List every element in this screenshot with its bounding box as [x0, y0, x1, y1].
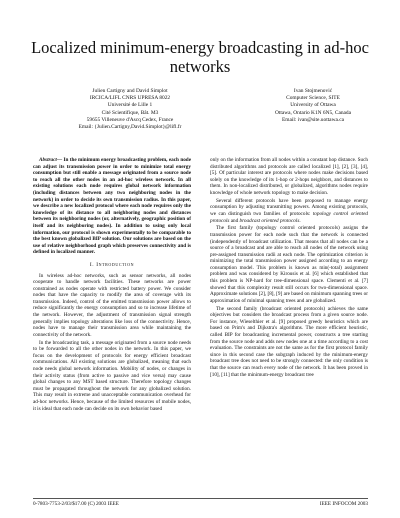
- footer-rule: [33, 498, 368, 499]
- author-line: Julien Cartigny and David Simplot: [92, 88, 168, 94]
- paragraph-text: and: [229, 217, 240, 224]
- author-email[interactable]: Email: {Julien.Cartigny,David.Simplot}@lifl.fr: [78, 124, 182, 131]
- abstract-text: — In the minimum energy broadcasting problem, each node can adjust its transmission power in order to minimize total energy consumption but still enable a message originated from a source node to reach all the other nodes in an ad-hoc wireless network. In all existing solutions each node requires global network information (including distances between any two neighboring nodes in the network) in order to decide its own transmission radius. In this paper, we describe a new localized protocol where each node requires only the knowledge of its distance to all neighboring nodes and distances between its neighboring nodes (or, alternatively, geographic position of itself and its neighboring nodes). In addition to using only local information, our protocol is shown experimentally to be comparable to the best known globalized BIP solution. Our solutions are based on the use of relative neighborhood graph which preserves connectivity and is defined in localized manner.: [33, 157, 191, 256]
- paragraph: [210, 306, 368, 379]
- paragraph: [210, 225, 368, 304]
- emphasized-term: broadcast oriented protocols: [239, 217, 300, 224]
- paper-title: Localized minimum-energy broadcasting in ad-hoc networks: [31, 38, 369, 76]
- paragraph-text: The second family (broadcast oriented protocols) achieves the same objectives but considers the broadcast process from a given source node. For instance, Wieselthier et al. [9] proposed greedy heuristics which are based on Prim's and Dijkstra's algorithms. The more efficient heuristic, called BIP for broadcasting incremental power, constructs a tree starting from the source node and adds new nodes one at a time according to a cost evaluation. The constraints are not the same as for the first protocol family since in this second case the subgraph induced by the minimum-energy broadcast tree does not need to be strongly connected: the only condition is that the source can reach every node of the network. It has been proved in [10], [11] that the minimum-energy broadcast tree: [210, 305, 368, 378]
- author-line: IRCICA/LIFL CNRS UPRESA 8022: [89, 95, 171, 102]
- abstract-label: Abstract: [39, 157, 57, 163]
- paragraph-text: The first family (topology control oriented protocols) assigns the transmission power for each node such that the network is connected (independently of broadcast utilization. That means that all nodes can be a source of a broadcast and are able to reach all nodes of the network using pre-assigned transmission radii at each node. The optimization criterion is minimizing the total transmission power assigned according to an energy consumption model. This problem is known as min(-total) assignment problem and was considered by Kirousis et al. [6] which established that this problem is NP-hard for tree-dimensional space. Clementi et al. [7] showed that this complexity result still occurs for two-dimensional space. Approximate solutions [2], [8], [9] are based on minimum spanning trees or approximation of minimal spanning trees and are globalized.: [210, 225, 368, 304]
- paragraph: In the broadcasting task, a message originated from a source node needs to be forwarded to all the other nodes in the network. In this paper, we focus on the development of protocols for energy efficient broadcast communications. All existing solutions are globalized, meaning that each node needs global network information. Mobility of nodes, or changes in their activity status (from active to passive and vice versa) may cause global changes to any MST based structure. Therefore topology changes must be propagated throughout the network for any globalized solution. This may result in extreme and unacceptable communication overhead for ad-hoc networks. Hence, because of the limited resources of mobile nodes, it is ideal that each node can decide on its own behavior based: [33, 339, 191, 412]
- author-line: Computer Science, SITE: [286, 95, 340, 102]
- paragraph-text: .: [299, 217, 301, 224]
- emphasized-term: topology control oriented protocols: [210, 210, 368, 224]
- paragraph: [210, 157, 368, 197]
- abstract: [33, 157, 191, 256]
- footer-conference: IEEE INFOCOM 2003: [319, 501, 368, 507]
- right-column: [210, 157, 368, 379]
- author-block-2: [238, 88, 388, 124]
- author-line: Cité Scientifique, Bât. M3: [101, 109, 159, 116]
- left-column: [33, 157, 191, 413]
- author-block-1: [20, 88, 240, 131]
- footer-copyright: 0-7803-7753-2/03/$17.00 (C) 2003 IEEE: [33, 501, 119, 507]
- paragraph-text: only on the information from all nodes within a constant hop distance. Such distributed algorithms and protocols are called localized [1], [2], [3], [4], [5]. Of particular interest are protocols where nodes make decisions based solely on the knowledge of its 1-hop or 2-hops neighbors, and distances to them. In non-localized distributed, or globalized, algorithms nodes require knowledge of whole network topology to make decision.: [210, 157, 368, 196]
- author-line: Ottawa, Ontario K1N 6N5, Canada: [274, 109, 352, 116]
- paragraph: In wireless ad-hoc networks, such as sensor networks, all nodes cooperate to handle network facilities. These networks are power constrained as nodes operate with restricted battery power. We consider nodes that have the capacity to modify the area of coverage with its transmission. Indeed, control of the emitted transmission power allows to reduce significantly the energy consumption and so to increase lifetime of the network. However, the adjustment of transmission signal strength generally implies topology alterations like loss of the connectivity. Hence, nodes have to manage their transmission area while maintaining the connectivity of the network.: [33, 272, 191, 338]
- author-line: Ivan Stojmenović: [293, 88, 333, 94]
- author-line: Université de Lille 1: [107, 102, 153, 109]
- author-line: University of Ottawa: [290, 102, 336, 109]
- author-line: 59655 Villeneuve d'Ascq Cedex, France: [86, 116, 174, 123]
- section-heading: I. Introduction: [89, 261, 135, 268]
- paragraph-text: Several different protocols have been proposed to manage energy consumption by adjusting transmitting powers. Among existing protocols, we can distinguish two families of protocols:: [210, 197, 368, 217]
- paragraph: [210, 198, 368, 224]
- author-email[interactable]: Email: ivan@site.uottawa.ca: [282, 116, 344, 123]
